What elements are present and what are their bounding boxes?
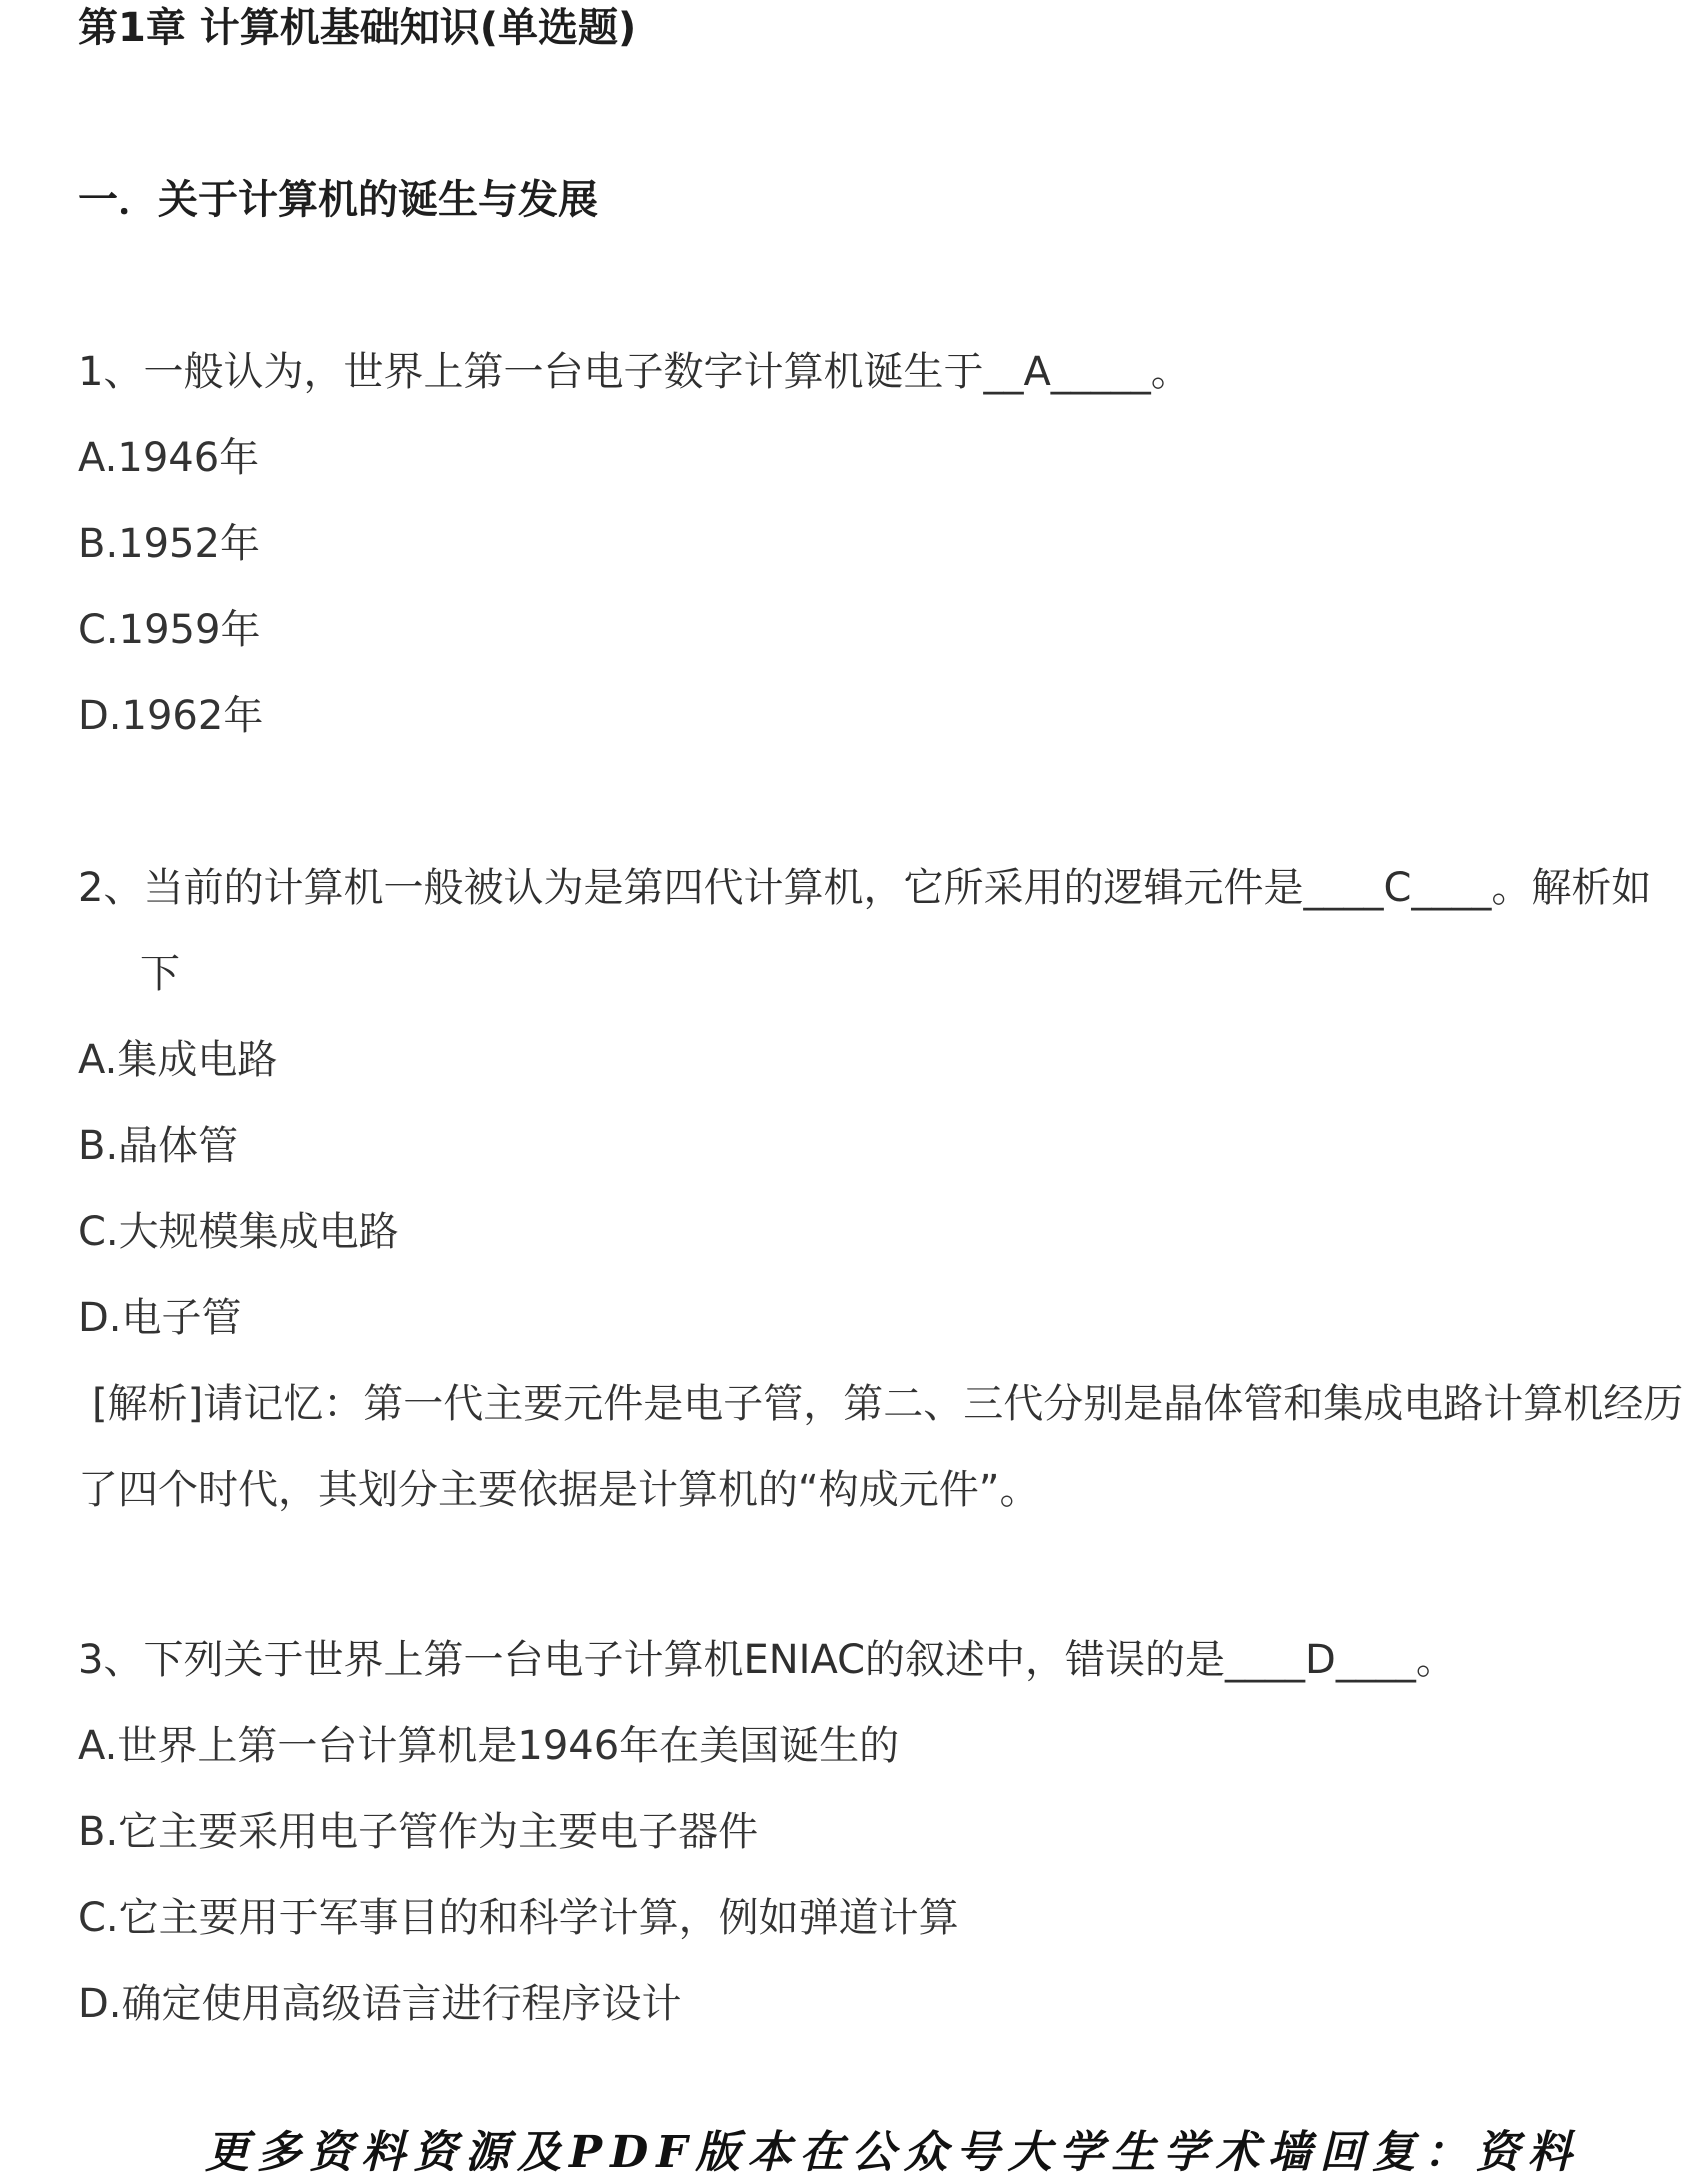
question-2-option-d: D.电子管: [78, 1295, 242, 1341]
question-1-option-d: D.1962年: [78, 693, 264, 739]
question-2-analysis-line2: 了四个时代，其划分主要依据是计算机的“构成元件”。: [78, 1467, 1040, 1513]
question-3-option-b: B.它主要采用电子管作为主要电子器件: [78, 1809, 759, 1855]
question-2-analysis-line1: [解析]请记忆：第一代主要元件是电子管，第二、三代分别是晶体管和集成电路计算机经历: [92, 1381, 1684, 1427]
question-2-stem-line2: 下: [140, 951, 180, 997]
question-1-option-a: A.1946年: [78, 435, 260, 481]
question-2-option-b: B.晶体管: [78, 1123, 239, 1169]
question-1-option-c: C.1959年: [78, 607, 261, 653]
footer-promo-text: 更多资料资源及PDF版本在公众号大学生学术墙回复：资料: [205, 2127, 1580, 2178]
question-2-option-c: C.大规模集成电路: [78, 1209, 399, 1255]
question-3-option-a: A.世界上第一台计算机是1946年在美国诞生的: [78, 1723, 900, 1769]
question-3-option-d: D.确定使用高级语言进行程序设计: [78, 1981, 682, 2027]
chapter-title: 第1章 计算机基础知识(单选题): [78, 5, 637, 51]
question-2-stem-line1: 2、当前的计算机一般被认为是第四代计算机，它所采用的逻辑元件是____C____。解析如: [78, 865, 1652, 911]
question-1-stem: 1、一般认为，世界上第一台电子数字计算机诞生于__A_____。: [78, 349, 1191, 395]
question-3-stem: 3、下列关于世界上第一台电子计算机ENIAC的叙述中，错误的是____D____。: [78, 1637, 1456, 1683]
section-title: 一．关于计算机的诞生与发展: [78, 177, 598, 223]
question-3-option-c: C.它主要用于军事目的和科学计算，例如弹道计算: [78, 1895, 959, 1941]
question-1-option-b: B.1952年: [78, 521, 260, 567]
question-2-option-a: A.集成电路: [78, 1037, 278, 1083]
